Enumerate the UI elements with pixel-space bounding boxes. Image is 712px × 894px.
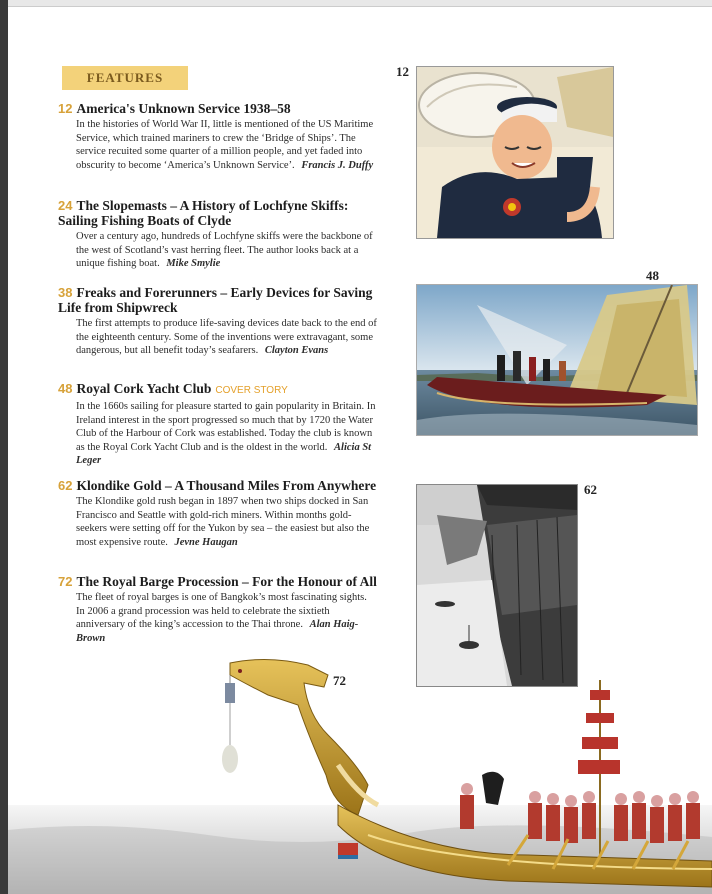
article-title: Klondike Gold – A Thousand Miles From Anywhere: [76, 478, 377, 493]
article-heading[interactable]: [58, 574, 378, 589]
article-summary: [58, 118, 378, 172]
article-author: Alan Haig-Brown: [76, 619, 359, 644]
article-72[interactable]: [58, 574, 378, 645]
article-title: The Slopemasts – A History of Lochfyne Skiffs: Sailing Fishing Boats of Clyde: [58, 198, 349, 228]
article-title: Royal Cork Yacht Club: [76, 381, 212, 396]
royal-barge-photo[interactable]: [8, 655, 712, 894]
article-body: The first attempts to produce life-saving devices date back to the end of the eighteenth century. Some of the inventions were extravagant, some dangerous, but all benefit today’s seafarers.: [76, 318, 377, 356]
article-heading[interactable]: [58, 285, 378, 315]
article-12[interactable]: [58, 101, 378, 172]
sailor-illustration-art: [417, 67, 613, 238]
article-title: Freaks and Forerunners – Early Devices for Saving Life from Shipwreck: [58, 285, 373, 315]
article-heading[interactable]: [58, 198, 378, 228]
article-author: Clayton Evans: [264, 345, 329, 356]
article-body: In the 1660s sailing for pleasure started to gain popularity in Britain. In Ireland interest in the sport progressed so much that by 1720 the Water Club of the Harbour of Cork was established. Today the club is known as the Royal Cork Yacht Club and is the oldest in the world.: [76, 401, 376, 453]
article-body: In the histories of World War II, little is mentioned of the US Maritime Service, which trained mariners to crew the ‘Bridge of Ships’. The service recuited some quarter of a million people, and yet faded into obscurity to become ‘America’s Unknown Service’.: [76, 119, 374, 171]
article-summary: [58, 495, 378, 549]
article-author: Alicia St Leger: [76, 441, 372, 466]
yacht-photo-art: [417, 285, 697, 435]
cover-story-tag: COVER STORY: [215, 385, 288, 396]
article-page-number: 48: [58, 381, 73, 396]
page-top-edge: [8, 0, 712, 7]
article-author: Jevne Haugan: [174, 536, 238, 548]
article-author: Mike Smylie: [166, 258, 221, 269]
yacht-photo[interactable]: [416, 284, 698, 436]
image-page-number-12: 12: [396, 64, 409, 79]
article-heading[interactable]: [58, 478, 378, 493]
article-author: Francis J. Duffy: [301, 159, 374, 171]
image-page-number-62: 62: [584, 482, 597, 497]
section-label: FEATURES: [62, 66, 188, 90]
article-page-number: 62: [58, 478, 73, 493]
article-body: The Klondike gold rush began in 1897 when two ships docked in San Francisco and Seattle with gold-rich miners. Within months gold-seekers were setting off for the Yukon by sea – the easiest but also the most expensive route.: [76, 496, 370, 548]
article-page-number: 72: [58, 574, 73, 589]
article-summary: [58, 400, 378, 468]
image-page-number-72: 72: [333, 673, 346, 688]
article-summary: [58, 230, 378, 271]
royal-barge-photo-art: [8, 655, 712, 894]
image-page-number-48: 48: [646, 268, 659, 283]
article-title: America's Unknown Service 1938–58: [76, 101, 291, 116]
article-48[interactable]: [58, 381, 378, 468]
article-title: The Royal Barge Procession – For the Honour of All: [76, 574, 377, 589]
article-summary: [58, 317, 378, 358]
article-24[interactable]: [58, 198, 378, 271]
article-62[interactable]: [58, 478, 378, 549]
article-page-number: 38: [58, 285, 73, 300]
article-body: The fleet of royal barges is one of Bangkok’s most fascinating sights. In 2006 a grand procession was held to celebrate the sixtieth anniversary of the king’s accession to the Thai throne.: [76, 592, 367, 630]
article-38[interactable]: [58, 285, 378, 358]
article-heading[interactable]: [58, 381, 378, 398]
page-edge-shadow: [0, 0, 8, 894]
article-summary: [58, 591, 378, 645]
article-page-number: 24: [58, 198, 73, 213]
article-heading[interactable]: [58, 101, 378, 116]
sailor-illustration[interactable]: [416, 66, 614, 239]
article-page-number: 12: [58, 101, 73, 116]
article-body: Over a century ago, hundreds of Lochfyne skiffs were the backbone of the west of Scotland’s vast herring fleet. The author looks back at a unique fishing boat.: [76, 231, 373, 269]
